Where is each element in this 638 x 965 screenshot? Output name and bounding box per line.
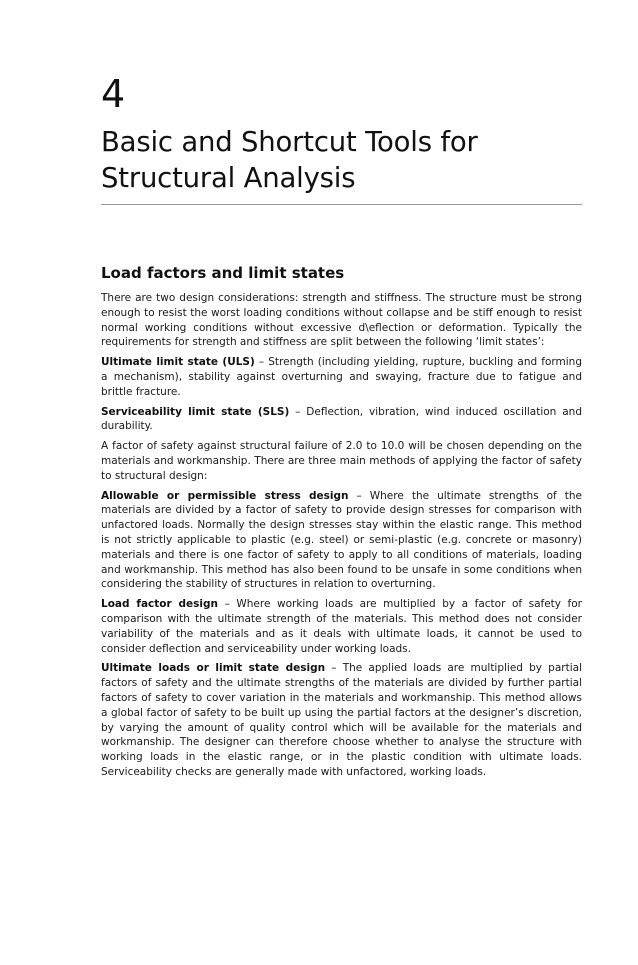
section-heading: Load factors and limit states (101, 264, 345, 282)
chapter-number: 4 (101, 72, 126, 116)
uls-description: – Strength (including yielding, rupture, buckling and forming a mechanism), stability against overturning and swaying, fracture due to fatigue and brittle fracture. (101, 356, 582, 398)
paragraph-sls (101, 405, 582, 435)
chapter-title-line-2: Structural Analysis (101, 162, 356, 194)
body-text (101, 291, 582, 780)
allowable-description: – Where the ultimate strengths of the materials are divided by a factor of safety to provide design stresses for comparison with unfactored loads. Normally the design stresses stay within the elastic range. This method is not strictly applicable to plastic (e.g. steel) or semi-plastic (e.g. concrete or masonry) materials and there is one factor of safety to apply to all conditions of materials, loading and workmanship. This method has also been found to be unsafe in some conditions when considering the stability of structures in relation to overturning. (101, 489, 582, 591)
page (101, 72, 582, 785)
sls-description: – Deflection, vibration, wind induced oscillation and durability. (101, 405, 582, 433)
paragraph-intro: There are two design considerations: strength and stiffness. The structure must be strong enough to resist the worst loading conditions without collapse and be stiff enough to resist normal working conditions without excessive d\eflection or deformation. Typically the requirements for strength and stiffness are split between the following ‘limit states’: (101, 292, 582, 349)
paragraph-load-factor (101, 597, 582, 656)
ultimate-loads-description: – The applied loads are multiplied by partial factors of safety and the ultimate strengths of the materials are divided by further partial factors of safety to cover variation in the materials and workmanship. This method allows a global factor of safety to be built up using the partial factors at the designer’s discretion, by varying the amount of quality control which will be available for the materials and workmanship. The designer can therefore choose whether to analyse the structure with working loads in the elastic range, or in the plastic condition with ultimate loads. Serviceability checks are generally made with unfactored, working loads. (101, 662, 582, 778)
chapter-title (101, 124, 582, 196)
chapter-title-line-1: Basic and Shortcut Tools for (101, 126, 478, 158)
paragraph-ultimate-loads (101, 661, 582, 779)
title-divider (101, 204, 582, 205)
term-uls: Ultimate limit state (ULS) (101, 356, 255, 369)
load-factor-description: – Where working loads are multiplied by a factor of safety for comparison with the ultimate strength of the materials. This method does not consider variability of the materials and as it deals with ultimate loads, it cannot be used to consider deflection and serviceability under working loads. (101, 598, 582, 655)
paragraph-uls (101, 355, 582, 399)
term-allowable: Allowable or permissible stress design (101, 489, 349, 502)
term-ultimate-loads: Ultimate loads or limit state design (101, 662, 326, 675)
paragraph-safety: A factor of safety against structural failure of 2.0 to 10.0 will be chosen depending on the materials and workmanship. There are three main methods of applying the factor of safety to structural design: (101, 440, 582, 482)
term-load-factor: Load factor design (101, 598, 219, 611)
paragraph-allowable (101, 489, 582, 593)
term-sls: Serviceability limit state (SLS) (101, 405, 290, 418)
